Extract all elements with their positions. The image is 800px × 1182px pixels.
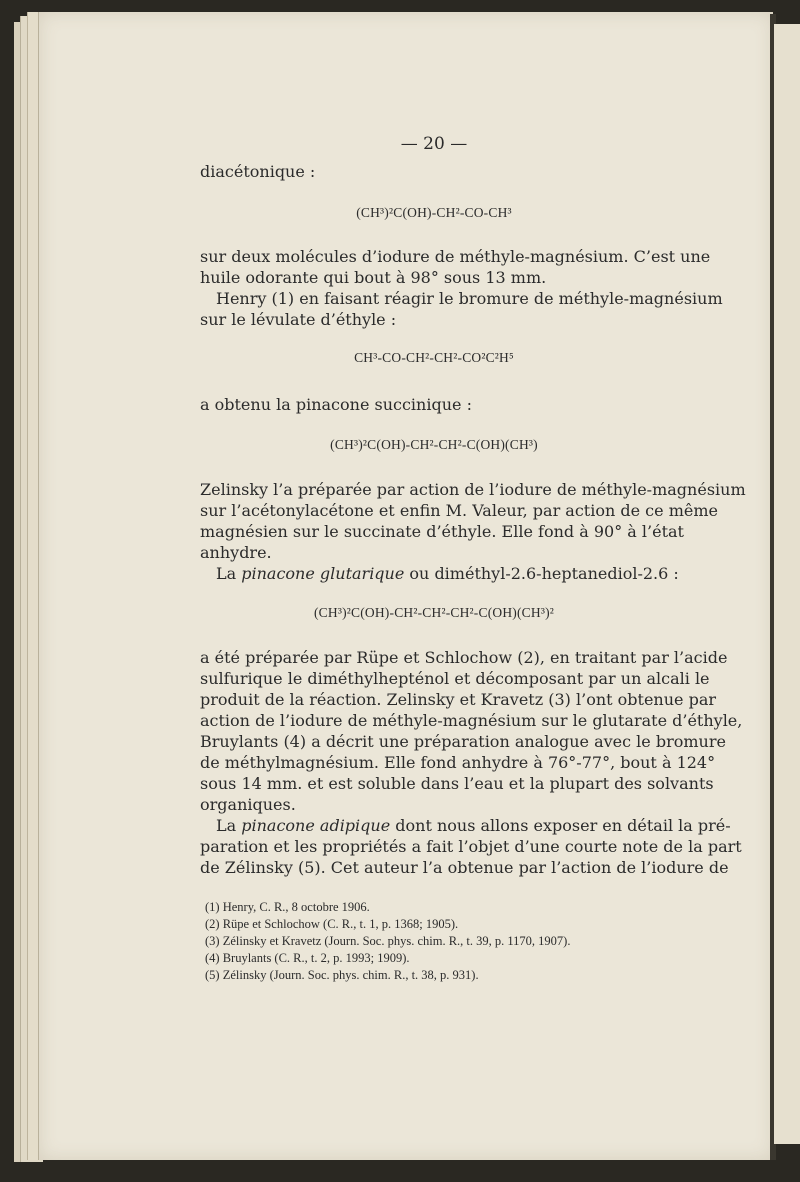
footnote: (1) Henry, C. R., 8 octobre 1906.	[205, 900, 370, 914]
text-line: sous 14 mm. et est soluble dans l’eau et la plupart des solvants	[200, 774, 714, 793]
text-line: sur le lévulate d’éthyle :	[200, 310, 397, 329]
text-line: de Zélinsky (5). Cet auteur l’a obtenue par l’action de l’iodure de	[200, 858, 729, 877]
text-line: organiques.	[200, 795, 296, 814]
text-segment: La	[216, 564, 242, 583]
footnote: (2) Rüpe et Schlochow (C. R., t. 1, p. 1368; 1905).	[205, 917, 459, 931]
chemical-formula: (CH³)²C(OH)-CH²-CH²-C(OH)(CH³)	[330, 437, 538, 452]
text-line: de méthylmagnésium. Elle fond anhydre à 76°-77°, bout à 124°	[200, 753, 716, 772]
text-line: paration et les propriétés a fait l’objet d’une courte note de la part	[200, 837, 742, 856]
text-line: sulfurique le diméthylhepténol et décomposant par un alcali le	[200, 669, 710, 688]
italic-term: pinacone adipique	[241, 816, 391, 835]
text-line: magnésien sur le succinate d’éthyle. Elle fond à 90° à l’état	[200, 522, 684, 541]
text-line: diacétonique :	[200, 162, 316, 181]
italic-term: pinacone glutarique	[241, 564, 405, 583]
facing-page-edge	[774, 24, 800, 1144]
footnote: (5) Zélinsky (Journ. Soc. phys. chim. R., t. 38, p. 931).	[205, 968, 479, 982]
text-segment: ou diméthyl-2.6-heptanediol-2.6 :	[404, 564, 679, 583]
text-line: anhydre.	[200, 543, 272, 562]
text-line: produit de la réaction. Zelinsky et Kravetz (3) l’ont obtenue par	[200, 690, 717, 709]
text-line: a obtenu la pinacone succinique :	[200, 395, 472, 414]
text-segment: dont nous allons exposer en détail la pré-	[390, 816, 731, 835]
text-line: a été préparée par Rüpe et Schlochow (2), en traitant par l’acide	[200, 648, 728, 667]
page-number: — 20 —	[400, 134, 468, 154]
text-line: sur deux molécules d’iodure de méthyle-magnésium. C’est une	[200, 247, 711, 266]
text-line: Bruylants (4) a décrit une préparation analogue avec le bromure	[200, 732, 726, 751]
chemical-formula: CH³-CO-CH²-CH²-CO²C²H⁵	[354, 350, 514, 365]
text-line: Henry (1) en faisant réagir le bromure de méthyle-magnésium	[216, 289, 723, 308]
text-line-glutarique	[200, 564, 679, 584]
footnote: (4) Bruylants (C. R., t. 2, p. 1993; 1909).	[205, 951, 410, 965]
chemical-formula: (CH³)²C(OH)-CH²-CO-CH³	[356, 205, 512, 220]
text-line: sur l’acétonylacétone et enfin M. Valeur, par action de ce même	[200, 501, 718, 520]
text-line: Zelinsky l’a préparée par action de l’iodure de méthyle-magnésium	[200, 480, 746, 499]
text-segment: La	[216, 816, 242, 835]
text-line: action de l’iodure de méthyle-magnésium sur le glutarate d’éthyle,	[200, 711, 743, 730]
book-page	[38, 12, 773, 1160]
footnote: (3) Zélinsky et Kravetz (Journ. Soc. phys. chim. R., t. 39, p. 1170, 1907).	[205, 934, 571, 948]
chemical-formula: (CH³)²C(OH)-CH²-CH²-CH²-C(OH)(CH³)²	[313, 605, 555, 620]
text-line: huile odorante qui bout à 98° sous 13 mm.	[200, 268, 547, 287]
text-line-adipique	[200, 816, 731, 836]
